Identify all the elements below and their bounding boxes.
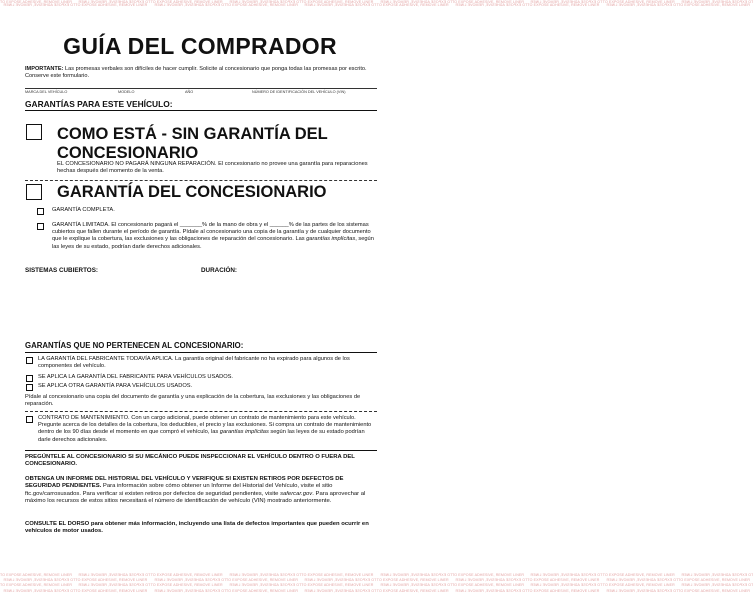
liner-text-mirrored: TO EXPOSE ADHESIVE, REMOVE LINER (150, 578, 227, 583)
liner-text: TO EXPOSE ADHESIVE, REMOVE LINER (602, 0, 679, 4)
liner-text: TO EXPOSE ADHESIVE, REMOVE LINER (678, 578, 753, 583)
liner-text-mirrored: TO EXPOSE ADHESIVE, REMOVE LINER (226, 583, 302, 588)
liner-text: TO EXPOSE ADHESIVE, REMOVE LINER (0, 573, 76, 577)
vehicle-vin-label: NÚMERO DE IDENTIFICACIÓN DEL VEHÍCULO (VIN) (252, 90, 346, 94)
service-contract-checkbox[interactable] (26, 416, 33, 423)
liner-text: TO EXPOSE ADHESIVE, REMOVE LINER (678, 3, 753, 8)
manufacturer-used-warranty-checkbox[interactable] (26, 375, 33, 382)
liner-text-mirrored: TO EXPOSE ADHESIVE, REMOVE LINER (150, 3, 227, 8)
limited-warranty-text (52, 222, 375, 251)
liner-row (0, 588, 753, 594)
non-dealer-heading: GARANTÍAS QUE NO PERTENECEN AL CONCESIONARIO: (25, 341, 244, 350)
as-is-title: COMO ESTÁ - SIN GARANTÍA DEL CONCESIONARIO (57, 125, 328, 162)
limited-warranty-text-end: , según las leyes de su estado, podrían darle derechos adicionales. (52, 236, 374, 250)
liner-text: TO EXPOSE ADHESIVE, REMOVE LINER (527, 578, 603, 583)
liner-text: TO EXPOSE ADHESIVE, REMOVE LINER (602, 573, 679, 577)
liner-text-mirrored: TO EXPOSE ADHESIVE, REMOVE LINER (301, 588, 377, 593)
liner-text-mirrored: TO EXPOSE ADHESIVE, REMOVE LINER (75, 573, 151, 577)
liner-strip-bottom (0, 573, 753, 595)
liner-text-mirrored: TO EXPOSE ADHESIVE, REMOVE LINER (0, 578, 76, 583)
liner-text: TO EXPOSE ADHESIVE, REMOVE LINER (150, 0, 227, 4)
limited-warranty-checkbox[interactable] (37, 223, 44, 230)
liner-text: TO EXPOSE ADHESIVE, REMOVE LINER (226, 588, 302, 593)
vehicle-history-note (25, 476, 377, 505)
other-used-warranty-checkbox[interactable] (26, 384, 33, 391)
important-notice (25, 66, 377, 80)
liner-text: TO EXPOSE ADHESIVE, REMOVE LINER (301, 583, 377, 588)
liner-text-mirrored: TO EXPOSE ADHESIVE, REMOVE LINER (678, 0, 753, 4)
liner-text-mirrored: TO EXPOSE ADHESIVE, REMOVE LINER (602, 578, 679, 583)
liner-text: TO EXPOSE ADHESIVE, REMOVE LINER (376, 3, 453, 8)
manufacturer-used-warranty-text: SE APLICA LA GARANTÍA DEL FABRICANTE PARA VEHÍCULOS USADOS. (38, 374, 234, 380)
liner-text: TO EXPOSE ADHESIVE, REMOVE LINER (301, 0, 377, 4)
section-divider (25, 352, 377, 353)
liner-text-mirrored: TO EXPOSE ADHESIVE, REMOVE LINER (452, 588, 528, 593)
liner-text-mirrored: TO EXPOSE ADHESIVE, REMOVE LINER (527, 583, 603, 588)
liner-text-mirrored: TO EXPOSE ADHESIVE, REMOVE LINER (678, 573, 753, 577)
liner-text-mirrored: TO EXPOSE ADHESIVE, REMOVE LINER (376, 0, 453, 4)
liner-text-mirrored: TO EXPOSE ADHESIVE, REMOVE LINER (376, 583, 453, 588)
liner-text: TO EXPOSE ADHESIVE, REMOVE LINER (527, 3, 603, 8)
liner-text-mirrored: TO EXPOSE ADHESIVE, REMOVE LINER (226, 0, 302, 4)
liner-text-mirrored: TO EXPOSE ADHESIVE, REMOVE LINER (226, 573, 302, 577)
service-contract-text-italic: garantías implícitas (219, 429, 269, 436)
dealer-warranty-checkbox[interactable] (26, 184, 42, 200)
vehicle-model-label: MODELO (118, 90, 135, 94)
liner-text: TO EXPOSE ADHESIVE, REMOVE LINER (75, 588, 151, 593)
duration-label: DURACIÓN: (201, 267, 238, 274)
liner-text: TO EXPOSE ADHESIVE, REMOVE LINER (75, 578, 151, 583)
liner-text-mirrored: TO EXPOSE ADHESIVE, REMOVE LINER (602, 3, 679, 8)
liner-text-mirrored: TO EXPOSE ADHESIVE, REMOVE LINER (527, 0, 603, 4)
vehicle-info-rule (25, 88, 377, 89)
liner-row (0, 3, 753, 8)
inspection-note: PREGÚNTELE AL CONCESIONARIO SI SU MECÁNICO PUEDE INSPECCIONAR EL VEHÍCULO DENTRO O FUERA DEL CONCESIONARIO. (25, 454, 355, 468)
liner-text: TO EXPOSE ADHESIVE, REMOVE LINER (602, 583, 679, 588)
liner-text: TO EXPOSE ADHESIVE, REMOVE LINER (0, 583, 76, 588)
back-side-note: CONSULTE EL DORSO para obtener más información, incluyendo una lista de defectos importantes que pueden ocurrir en vehículos de motor usados. (25, 521, 369, 535)
liner-text: TO EXPOSE ADHESIVE, REMOVE LINER (376, 588, 453, 593)
liner-text-mirrored: TO EXPOSE ADHESIVE, REMOVE LINER (150, 588, 227, 593)
liner-text: TO EXPOSE ADHESIVE, REMOVE LINER (75, 3, 151, 8)
warranty-copy-note: Pídale al concesionario una copia del documento de garantía y una explicación de la cobertura, las exclusiones y las obligaciones de reparación. (25, 394, 361, 408)
liner-text: TO EXPOSE ADHESIVE, REMOVE LINER (226, 578, 302, 583)
manufacturer-warranty-text: LA GARANTÍA DEL FABRICANTE TODAVÍA APLICA. La garantía original del fabricante no ha expirado para algunos de los componentes del vehículo. (38, 356, 350, 370)
other-used-warranty-text: SE APLICA OTRA GARANTÍA PARA VEHÍCULOS USADOS. (38, 383, 193, 389)
liner-text: TO EXPOSE ADHESIVE, REMOVE LINER (452, 583, 528, 588)
dashed-divider (25, 180, 377, 181)
dealer-warranty-title: GARANTÍA DEL CONCESIONARIO (57, 183, 327, 201)
full-warranty-checkbox[interactable] (37, 208, 44, 215)
vehicle-history-heading: OBTENGA UN INFORME DEL HISTORIAL DEL VEHÍCULO Y VERIFIQUE SI EXISTEN RETIROS POR DEFECTOS DE SEGURIDAD PENDIENTES. (25, 476, 344, 490)
systems-covered-label: SISTEMAS CUBIERTOS: (25, 267, 99, 274)
liner-text: TO EXPOSE ADHESIVE, REMOVE LINER (150, 573, 227, 577)
service-contract-text (38, 415, 375, 444)
service-contract-text-start: CONTRATO DE MANTENIMIENTO. Con un cargo adicional, puede obtener un contrato de mantenimiento para este vehículo. Pregunte acerca de los detalles de la cobertura, los deducibles, el precio y las exclusiones. Si compra un contrato de mantenimiento dentro de los 90 días desde el momento en que compró el vehículo, las (38, 415, 372, 436)
liner-text-mirrored: TO EXPOSE ADHESIVE, REMOVE LINER (0, 588, 76, 593)
vehicle-year-label: AÑO (185, 90, 194, 94)
limited-warranty-text-italic: garantías implícitas (306, 236, 356, 243)
vehicle-history-text-end: . Para aprovechar al máximo los recursos de estos sitios necesitará el número de identificación de vehículo (VIN) mostrado anteriormente. (25, 490, 366, 504)
liner-text: TO EXPOSE ADHESIVE, REMOVE LINER (226, 3, 302, 8)
limited-warranty-text-start: GARANTÍA LIMITADA. El concesionario pagará el _______% de la mano de obra y el ______% de las partes de los sistemas cubiertos que fallen durante el período de garantía. Pídale al concesionario una copia de la garantía y de cualquier documento que le explique la cobertura, las exclusiones y las obligaciones de reparación del concesionario. Las (52, 222, 371, 243)
service-contract-text-end: según las leyes de su estado podrían darle derechos adicionales. (38, 429, 365, 443)
section-divider (25, 110, 377, 111)
important-text: Las promesas verbales son difíciles de hacer cumplir. Solicite al concesionario que ponga todas las promesas por escrito. Conserve este formulario. (25, 66, 367, 79)
liner-text: TO EXPOSE ADHESIVE, REMOVE LINER (376, 578, 453, 583)
liner-text-mirrored: TO EXPOSE ADHESIVE, REMOVE LINER (452, 578, 528, 583)
section-divider (25, 450, 377, 451)
important-label: IMPORTANTE: (25, 66, 64, 72)
page-title: GUÍA DEL COMPRADOR (63, 33, 337, 59)
manufacturer-warranty-checkbox[interactable] (26, 357, 33, 364)
liner-text-mirrored: TO EXPOSE ADHESIVE, REMOVE LINER (602, 588, 679, 593)
liner-text-mirrored: TO EXPOSE ADHESIVE, REMOVE LINER (301, 578, 377, 583)
liner-text: TO EXPOSE ADHESIVE, REMOVE LINER (0, 0, 76, 4)
liner-text-mirrored: TO EXPOSE ADHESIVE, REMOVE LINER (678, 583, 753, 588)
liner-text: TO EXPOSE ADHESIVE, REMOVE LINER (301, 573, 377, 577)
liner-text-mirrored: TO EXPOSE ADHESIVE, REMOVE LINER (0, 3, 76, 8)
vehicle-history-link: safercar.gov (280, 490, 313, 497)
liner-text-mirrored: TO EXPOSE ADHESIVE, REMOVE LINER (75, 0, 151, 4)
liner-row (0, 578, 753, 583)
liner-text-mirrored: TO EXPOSE ADHESIVE, REMOVE LINER (376, 573, 453, 577)
liner-text: TO EXPOSE ADHESIVE, REMOVE LINER (527, 588, 603, 593)
liner-text-mirrored: TO EXPOSE ADHESIVE, REMOVE LINER (527, 573, 603, 577)
liner-text: TO EXPOSE ADHESIVE, REMOVE LINER (452, 573, 528, 577)
liner-text-mirrored: TO EXPOSE ADHESIVE, REMOVE LINER (75, 583, 151, 588)
full-warranty-label: GARANTÍA COMPLETA. (52, 207, 115, 213)
as-is-checkbox[interactable] (26, 124, 42, 140)
liner-strip-top (0, 0, 753, 10)
vehicle-history-text-start: Para información sobre cómo obtener un Informe del Historial del Vehículo, visite el sitio ftc.gov/carrosusados. Para verificar si existen retiros por defectos de seguridad pendientes, visite (25, 483, 333, 497)
liner-text: TO EXPOSE ADHESIVE, REMOVE LINER (452, 0, 528, 4)
as-is-text: EL CONCESIONARIO NO PAGARÁ NINGUNA REPARACIÓN. El concesionario no provee una garantía para reparaciones hechas después del momento de la venta. (57, 161, 368, 175)
warranties-heading: GARANTÍAS PARA ESTE VEHÍCULO: (25, 99, 173, 109)
liner-text: TO EXPOSE ADHESIVE, REMOVE LINER (150, 583, 227, 588)
dashed-divider (25, 411, 377, 412)
liner-text: TO EXPOSE ADHESIVE, REMOVE LINER (678, 588, 753, 593)
liner-text-mirrored: TO EXPOSE ADHESIVE, REMOVE LINER (301, 3, 377, 8)
liner-text-mirrored: TO EXPOSE ADHESIVE, REMOVE LINER (452, 3, 528, 8)
vehicle-make-label: MARCA DEL VEHÍCULO (25, 90, 68, 94)
